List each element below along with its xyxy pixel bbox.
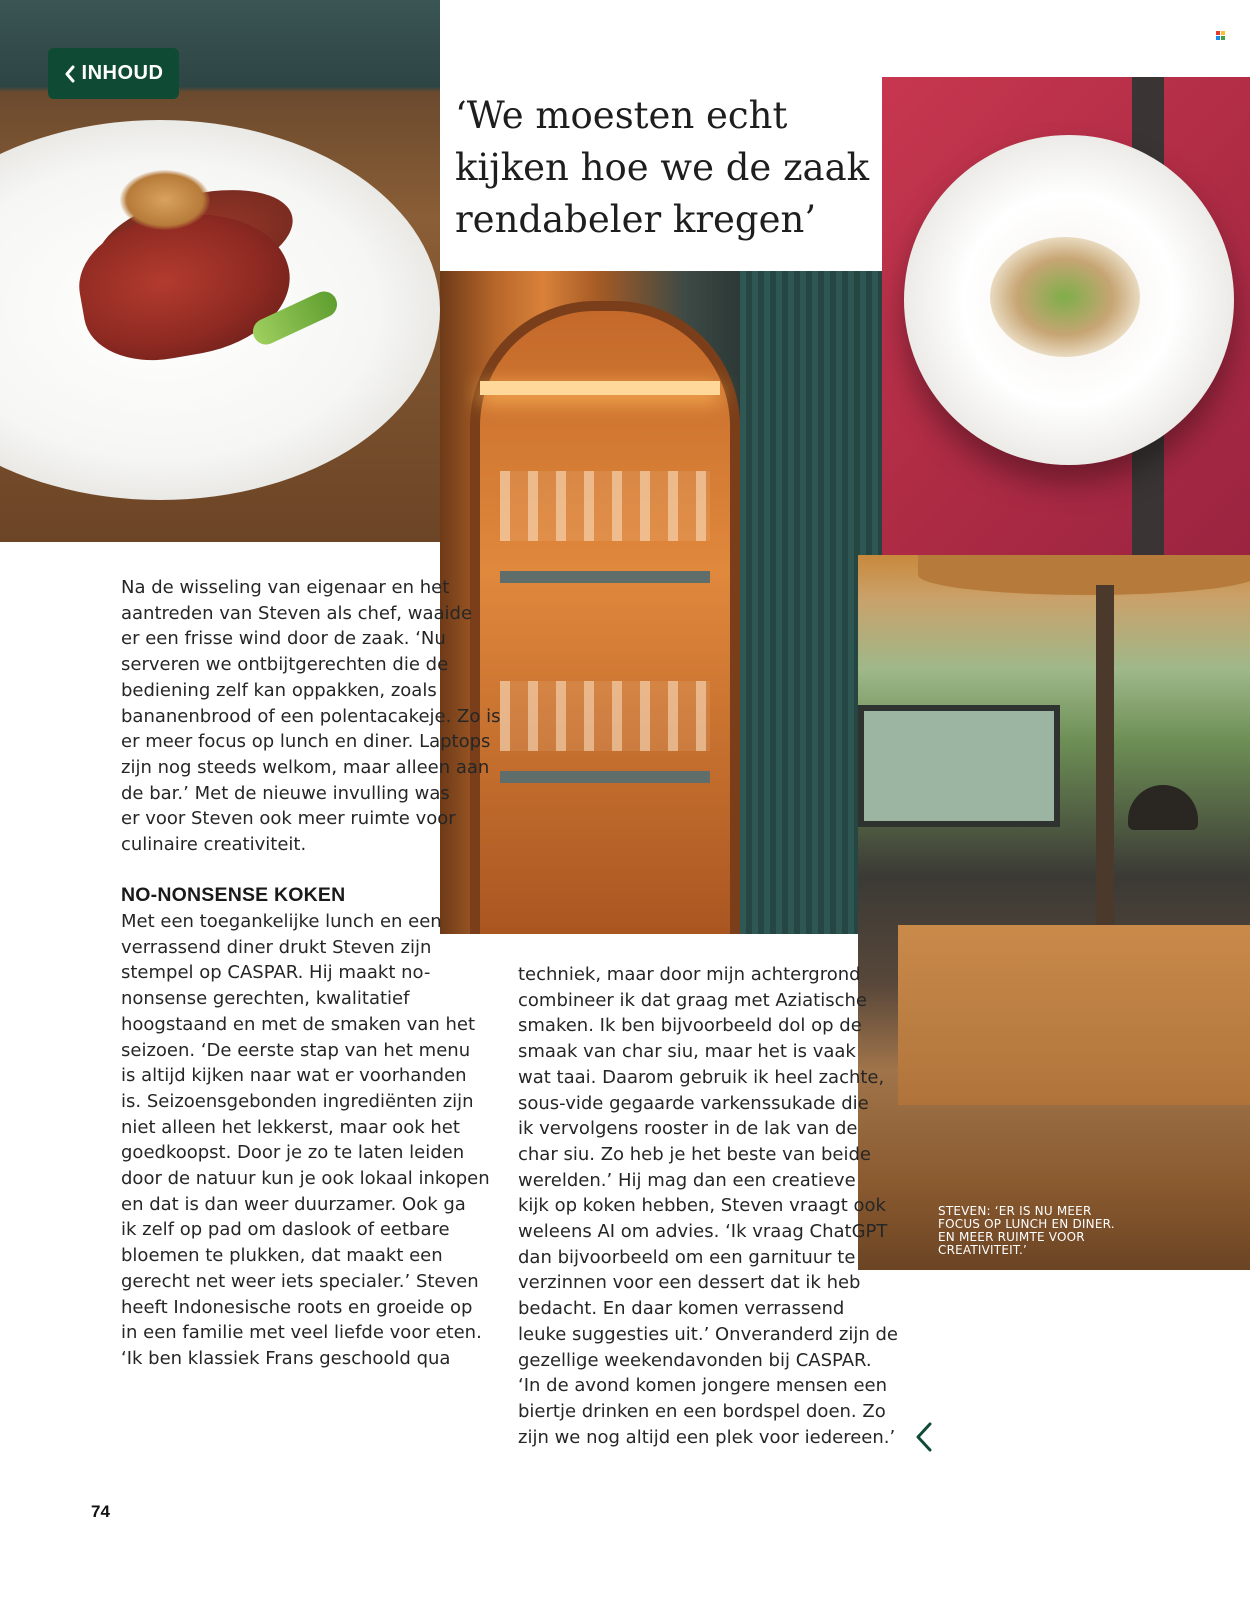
pull-quote: ‘We moesten echt kijken hoe we de zaak rendabeler kregen’ <box>455 94 870 241</box>
article-column-1: Met een toegankelijke lunch en een verrassend diner drukt Steven zijn stempel op CASPAR. Hij maakt no- nonsense gerechten, kwalitatief hoogstaand en met de smaken van het seizoen. ‘De eerste stap van het menu is altijd kijken naar wat er voorhanden is. Seizoensgebonden ingrediënten zijn niet alleen het lekkerst, maar ook het goedkoopst. Door je zo te laten leiden door de natuur kun je ook lokaal inkopen en dat is dan weer duurzamer. Ook ga ik zelf op pad om daslook of eetbare bloemen te plukken, dat maakt een gerecht net weer iets specialer.’ Steven heeft Indonesische roots en groeide op in een familie met veel liefde voor eten. ‘Ik ben klassiek Frans geschoold qua <box>121 911 490 1369</box>
chevron-left-icon <box>64 65 76 83</box>
inhoud-button[interactable] <box>48 48 179 99</box>
article-column-2: techniek, maar door mijn achtergrond combineer ik dat graag met Aziatische smaken. Ik ben bijvoorbeeld dol op de smaak van char siu, maar het is vaak wat taai. Daarom gebruik ik heel zachte, sous-vide gegaarde varkenssukade die ik vervolgens rooster in de lak van de char siu. Zo heb je het beste van beide werelden.’ Hij mag dan een creatieve kijk op koken hebben, Steven vraagt ook weleens AI om advies. ‘Ik vraag ChatGPT dan bijvoorbeeld om een garnituur te verzinnen voor een dessert dat ik heb bedacht. En daar komen verrassend leuke suggesties uit.’ Onveranderd zijn de gezellige weekendavonden bij CASPAR. ‘In de avond komen jongere mensen een biertje drinken en een bordspel doen. Zo zijn we nog altijd een plek voor iedereen.’ <box>518 964 898 1448</box>
glass-row <box>500 471 710 541</box>
bowl-dish-photo <box>882 77 1250 555</box>
inhoud-label: INHOUD <box>81 62 164 84</box>
shelf-light <box>480 381 720 395</box>
back-arrow-button[interactable] <box>912 1420 936 1454</box>
crispy-garnish <box>120 170 210 230</box>
lounge-photo <box>858 555 1250 1270</box>
publisher-mark <box>1216 31 1225 40</box>
glass-row <box>500 681 710 751</box>
page-number: 74 <box>91 1502 110 1521</box>
salad-garnish <box>990 237 1140 357</box>
article-intro: Na de wisseling van eigenaar en het aantreden van Steven als chef, waaide er een frisse wind door de zaak. ‘Nu serveren we ontbijtgerechten die de bediening zelf kan oppakken, zoals bananenbrood of een polentacakeje. Zo is er meer focus op lunch en diner. Laptops zijn nog steeds welkom, maar alleen aan de bar.’ Met de nieuwe invulling was er voor Steven ook meer ruimte voor culinaire creativiteit. <box>121 577 501 856</box>
round-tabletop <box>918 555 1250 595</box>
shelf <box>500 571 710 583</box>
photo-caption: STEVEN: ‘ER IS NU MEER FOCUS OP LUNCH EN DINER. EN MEER RUIMTE VOOR CREATIVITEIT.’ <box>938 1204 1115 1257</box>
table-lamp <box>1128 785 1198 830</box>
wooden-counter <box>898 925 1250 1105</box>
window <box>858 705 1060 827</box>
chevron-left-icon <box>912 1420 936 1454</box>
shelf <box>500 771 710 783</box>
section-heading: NO-NONSENSE KOKEN <box>121 884 346 906</box>
